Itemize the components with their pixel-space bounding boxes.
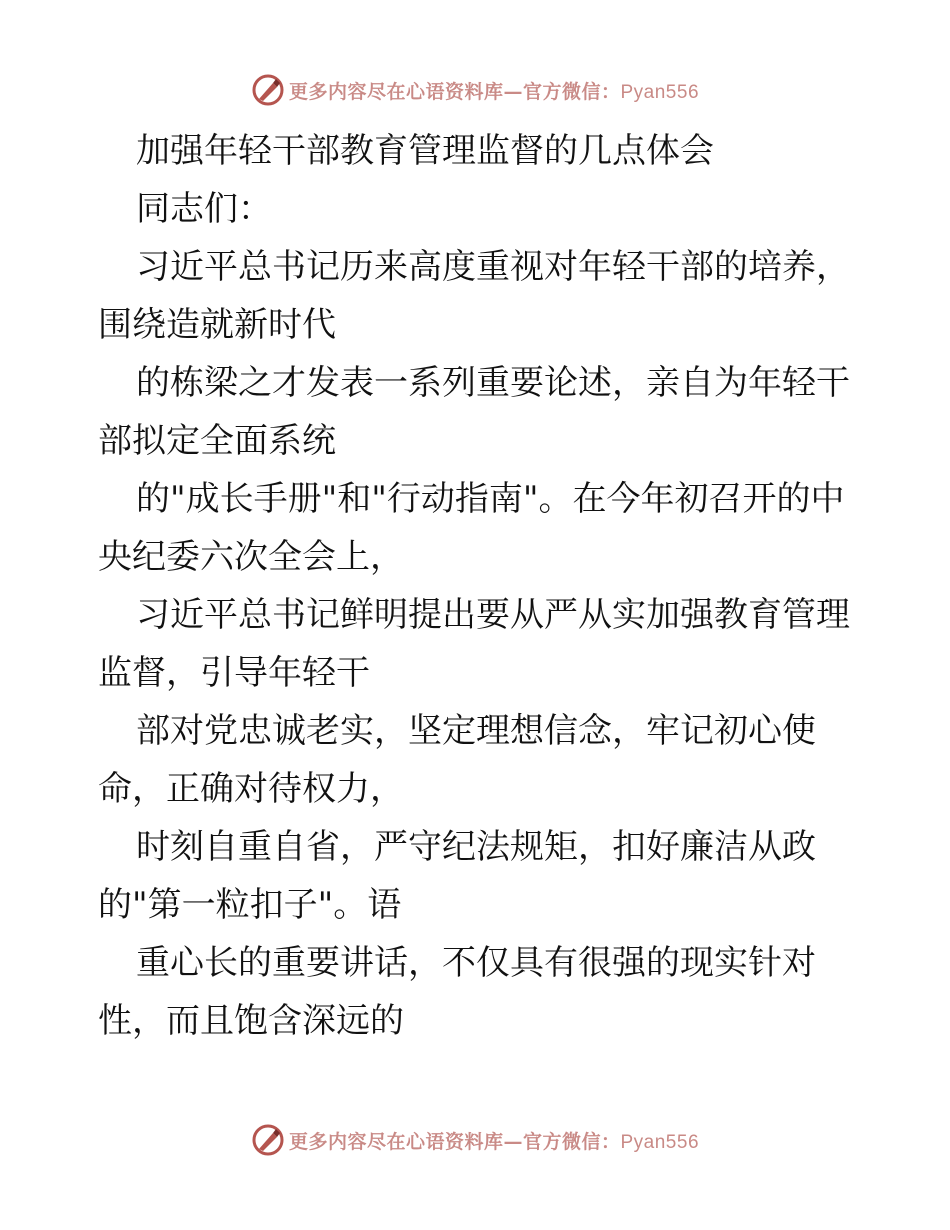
greeting: 同志们：	[136, 189, 272, 229]
watermark-text-cn: 更多内容尽在心语资料库—官方微信：	[288, 80, 621, 103]
watermark-wechat-id: Pyan556	[620, 1131, 700, 1153]
paragraph-line: 的栋梁之才发表一系列重要论述，亲自为年轻干部拟定全面系统	[98, 363, 850, 461]
pen-logo-icon	[251, 73, 285, 107]
document-title: 加强年轻干部教育管理监督的几点体会	[136, 131, 714, 171]
paragraph-line: 习近平总书记历来高度重视对年轻干部的培养，围绕造就新时代	[98, 247, 850, 345]
watermark-text-cn: 更多内容尽在心语资料库—官方微信：	[288, 1130, 621, 1153]
header-watermark	[0, 70, 950, 110]
document-body	[98, 122, 858, 1050]
pen-logo-icon	[251, 1123, 285, 1157]
footer-watermark	[0, 1120, 950, 1160]
paragraph-line: 部对党忠诚老实，坚定理想信念，牢记初心使命，正确对待权力，	[98, 711, 816, 809]
paragraph-line: 重心长的重要讲话，不仅具有很强的现实针对性，而且饱含深远的	[98, 943, 816, 1041]
paragraph-line: 时刻自重自省，严守纪法规矩，扣好廉洁从政的"第一粒扣子"。语	[98, 827, 816, 925]
watermark-text	[289, 77, 699, 104]
watermark-text	[289, 1127, 699, 1154]
watermark-wechat-id: Pyan556	[620, 81, 700, 103]
paragraph-line: 的"成长手册"和"行动指南"。在今年初召开的中央纪委六次全会上，	[98, 479, 845, 577]
paragraph-line: 习近平总书记鲜明提出要从严从实加强教育管理监督，引导年轻干	[98, 595, 850, 693]
